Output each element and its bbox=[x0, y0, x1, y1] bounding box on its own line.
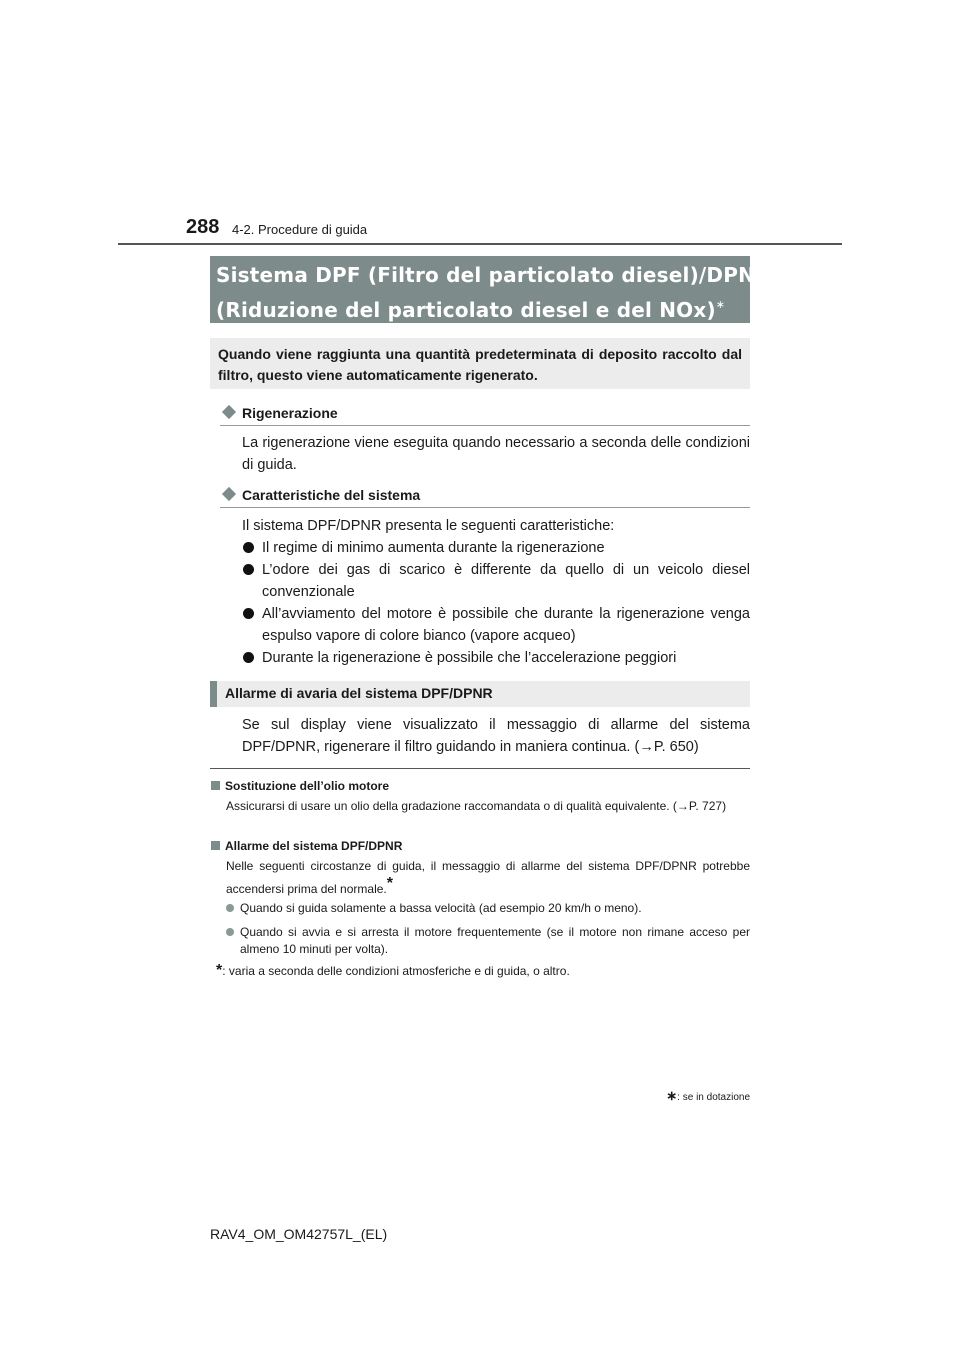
note-text-allarme bbox=[226, 858, 750, 898]
list-item-text: All’avviamento del motore è possibile che durante la rigenerazione venga espulso vapore di colore bianco (vapore acqueo) bbox=[262, 606, 750, 644]
note-text-allarme-body: Nelle seguenti circostanze di guida, il messaggio di allarme del sistema DPF/DPNR potrebbe accendersi prima del normale. bbox=[226, 859, 750, 896]
footnote-star: * bbox=[386, 875, 393, 892]
equipment-marker: ∗ bbox=[666, 1088, 678, 1103]
subheading-text: Rigenerazione bbox=[242, 405, 338, 421]
subheading-caratteristiche bbox=[220, 487, 750, 508]
document-code: RAV4_OM_OM42757L_(EL) bbox=[210, 1226, 388, 1242]
notes-divider bbox=[210, 768, 750, 769]
note-heading-allarme bbox=[211, 839, 402, 853]
note-text-olio: Assicurarsi di usare un olio della gradazione raccomandata o di qualità equivalente. (→P. 727) bbox=[226, 799, 727, 813]
list-item bbox=[226, 900, 750, 917]
page-number: 288 bbox=[186, 216, 220, 238]
list-item-text: L’odore dei gas di scarico è differente da quello di un veicolo diesel convenzionale bbox=[262, 562, 750, 600]
subheading-text: Caratteristiche del sistema bbox=[242, 487, 421, 503]
footnote bbox=[216, 962, 570, 980]
list-item bbox=[226, 924, 750, 958]
footnote-text: : varia a seconda delle condizioni atmosferiche e di guida, o altro. bbox=[222, 964, 570, 978]
list-item bbox=[242, 647, 750, 669]
bullet-icon bbox=[243, 564, 254, 575]
header-divider bbox=[118, 243, 842, 245]
subheading-rigenerazione bbox=[220, 405, 750, 426]
list-item-text: Durante la rigenerazione è possibile che l’accelerazione peggiori bbox=[262, 650, 677, 666]
list-item bbox=[242, 537, 750, 559]
note-heading-text: Allarme del sistema DPF/DPNR bbox=[225, 839, 403, 853]
footnote-star: * bbox=[216, 962, 223, 979]
diamond-icon bbox=[222, 405, 236, 419]
list-item bbox=[242, 559, 750, 603]
allarme-text: Se sul display viene visualizzato il messaggio di allarme del sistema DPF/DPNR, rigenerare il filtro guidando in maniera continua. (→P. 650) bbox=[242, 717, 750, 755]
page-title-line-2 bbox=[216, 290, 750, 325]
intro-summary: Quando viene raggiunta una quantità predeterminata di deposito raccolto dal filtro, questo viene automaticamente rigenerato. bbox=[210, 338, 750, 389]
equipment-footnote bbox=[660, 1088, 750, 1104]
note-heading-text: Sostituzione dell’olio motore bbox=[225, 779, 390, 793]
list-item-text: Quando si guida solamente a bassa velocità (ad esempio 20 km/h o meno). bbox=[240, 901, 642, 915]
bullet-icon bbox=[226, 904, 234, 912]
equipment-footnote-text: : se in dotazione bbox=[677, 1092, 750, 1103]
square-bullet-icon bbox=[211, 781, 220, 790]
page-title-line-1: Sistema DPF (Filtro del particolato diesel)/DPNR bbox=[216, 263, 771, 287]
list-item bbox=[242, 603, 750, 647]
bullet-icon bbox=[243, 652, 254, 663]
section-title: 4-2. Procedure di guida bbox=[232, 222, 368, 237]
diamond-icon bbox=[222, 487, 236, 501]
square-bullet-icon bbox=[211, 841, 220, 850]
equipment-marker: ∗ bbox=[715, 298, 726, 311]
bullet-icon bbox=[226, 928, 234, 936]
page-title-line-2-text: (Riduzione del particolato diesel e del NOx) bbox=[216, 298, 716, 322]
rigenerazione-text: La rigenerazione viene eseguita quando necessario a seconda delle condizioni di guida. bbox=[242, 435, 750, 473]
page-title-box bbox=[210, 256, 771, 323]
caratteristiche-lead: Il sistema DPF/DPNR presenta le seguenti caratteristiche: bbox=[242, 518, 615, 534]
note-heading-olio bbox=[211, 779, 389, 793]
bullet-icon bbox=[243, 608, 254, 619]
list-item-text: Il regime di minimo aumenta durante la rigenerazione bbox=[262, 540, 605, 556]
bullet-icon bbox=[243, 542, 254, 553]
list-item-text: Quando si avvia e si arresta il motore frequentemente (se il motore non rimane acceso per almeno 10 minuti per volta). bbox=[240, 925, 750, 956]
allarme-heading: Allarme di avaria del sistema DPF/DPNR bbox=[210, 681, 750, 707]
